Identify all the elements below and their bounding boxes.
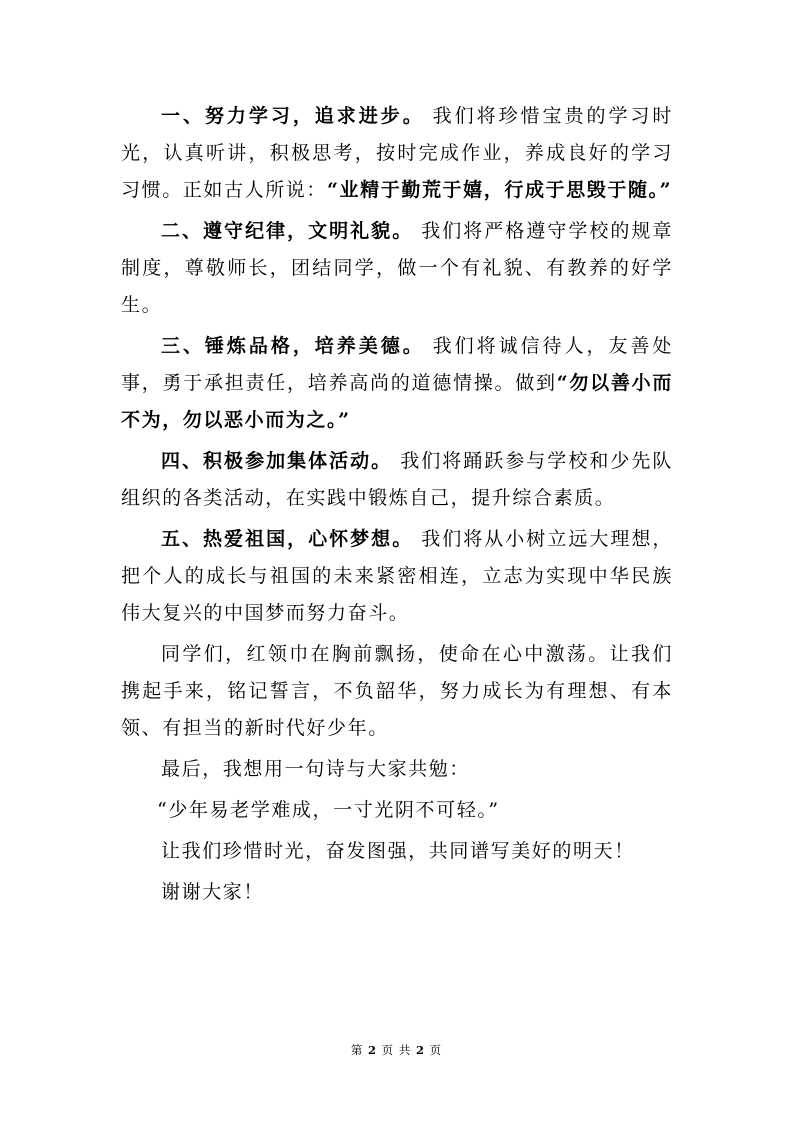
paragraph-heading: 四、积极参加集体活动。 bbox=[161, 450, 393, 472]
paragraph-text: 我们将严格遵守学校的规章制度，尊敬师长，团结同学，做一个有礼貌、有教养的好学生。 bbox=[121, 220, 674, 316]
paragraph-discipline bbox=[121, 213, 673, 324]
paragraph-classmates bbox=[121, 636, 673, 747]
paragraph-text: 我们将踊跃参与学校和少先队组织的各类活动，在实践中锻炼自己，提升综合素质。 bbox=[121, 450, 673, 509]
paragraph-poem bbox=[121, 792, 673, 829]
paragraph-text: 让我们珍惜时光，奋发图强，共同谱写美好的明天！ bbox=[161, 840, 635, 862]
footer-prefix: 第 bbox=[350, 1043, 364, 1057]
paragraph-heading: 二、遵守纪律，文明礼貌。 bbox=[161, 220, 414, 242]
paragraph-text: 我们将从小树立远大理想，把个人的成长与祖国的未来紧密相连，立志为实现中华民族伟大复兴的中国梦而努力奋斗。 bbox=[121, 528, 674, 624]
paragraph-text: 最后，我想用一句诗与大家共勉： bbox=[161, 758, 471, 780]
paragraph-text: 谢谢大家！ bbox=[161, 881, 265, 903]
paragraph-finally bbox=[121, 751, 673, 788]
paragraph-activities bbox=[121, 443, 673, 517]
paragraph-cherish bbox=[121, 833, 673, 870]
paragraph-study bbox=[121, 98, 673, 209]
paragraph-thanks bbox=[121, 874, 673, 911]
document-body bbox=[121, 98, 673, 915]
paragraph-text: 同学们，红领巾在胸前飘扬，使命在心中激荡。让我们携起手来，铭记誓言，不负韶华，努力成长为有理想、有本领、有担当的新时代好少年。 bbox=[121, 643, 673, 739]
total-page-number: 2 bbox=[415, 1043, 425, 1057]
paragraph-text: 我们将珍惜宝贵的学习时光，认真听讲，积极思考，按时完成作业，养成良好的学习习惯。正如古人所说： bbox=[121, 105, 673, 201]
footer-suffix: 页 bbox=[429, 1043, 443, 1057]
paragraph-heading: 一、努力学习，追求进步。 bbox=[161, 105, 425, 127]
paragraph-patriotism bbox=[121, 521, 673, 632]
paragraph-character bbox=[121, 328, 673, 439]
footer-middle: 页 共 bbox=[381, 1043, 412, 1057]
paragraph-heading: 五、热爱祖国，心怀梦想。 bbox=[161, 528, 414, 550]
paragraph-quote: “勿以善小而不为，勿以恶小而为之。” bbox=[121, 372, 673, 431]
paragraph-quote: “业精于勤荒于嬉，行成于思毁于随。” bbox=[327, 179, 673, 201]
paragraph-heading: 三、锤炼品格，培养美德。 bbox=[161, 335, 425, 357]
current-page-number: 2 bbox=[368, 1043, 378, 1057]
page-footer bbox=[0, 1042, 793, 1058]
paragraph-text: 我们将诚信待人，友善处事，勇于承担责任，培养高尚的道德情操。做到 bbox=[121, 335, 673, 394]
poem-quote: “少年易老学难成，一寸光阴不可轻。” bbox=[157, 799, 500, 821]
